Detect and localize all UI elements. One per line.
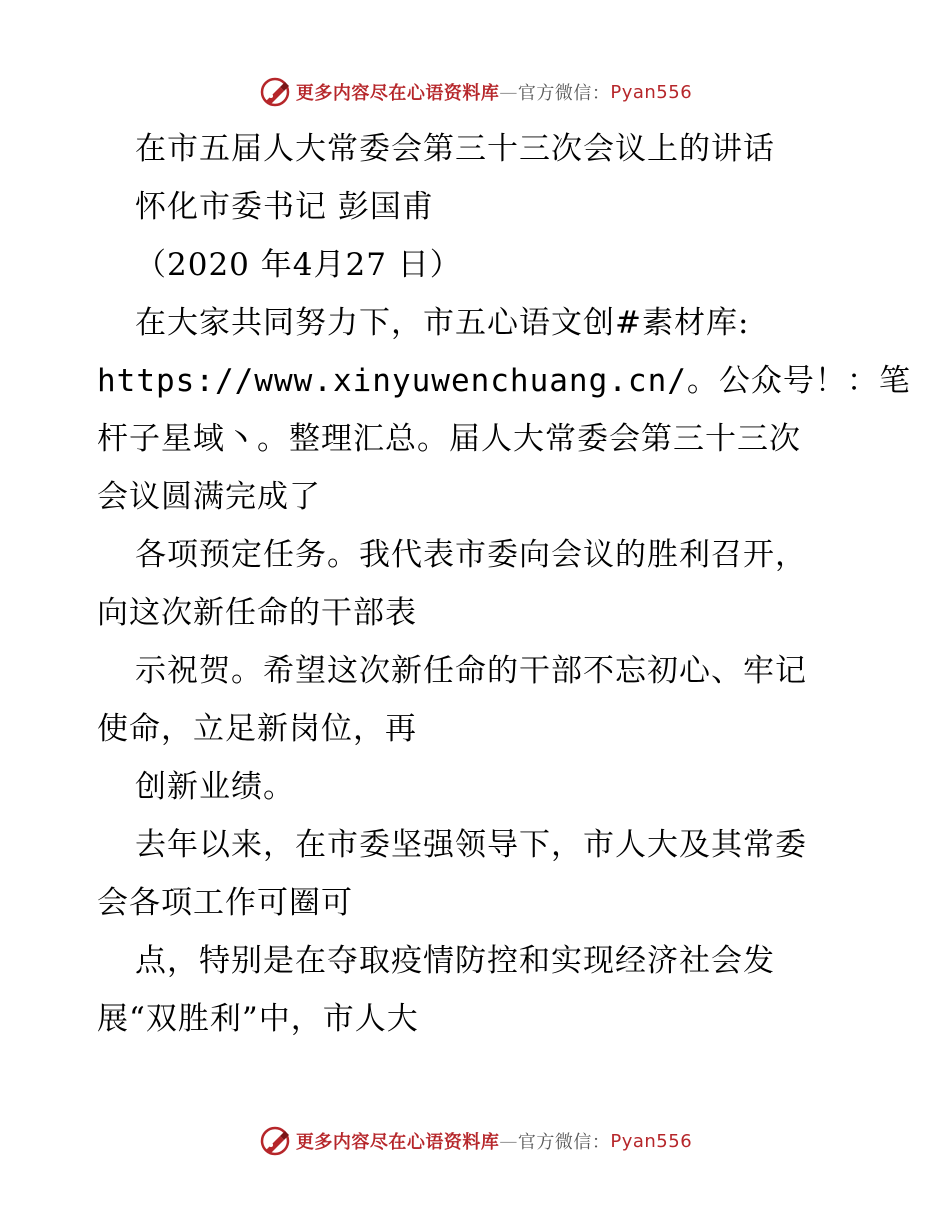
banner-dash: — bbox=[499, 1130, 518, 1152]
paragraph-line: 杆子星域丶。整理汇总。届人大常委会第三十三次 bbox=[97, 421, 801, 457]
paragraph-line: 会议圆满完成了 bbox=[97, 479, 321, 515]
paragraph-line: 在大家共同努力下，市五心语文创#素材库: bbox=[135, 305, 750, 341]
paragraph-line: 示祝贺。希望这次新任命的干部不忘初心、牢记 bbox=[135, 653, 807, 689]
pen-logo-icon bbox=[258, 75, 292, 109]
banner-wechat-id: Pyan556 bbox=[610, 1130, 693, 1152]
footer-banner bbox=[0, 1121, 950, 1161]
paragraph-line-url: https://www.xinyuwenchuang.cn/。公众号！：笔 bbox=[97, 363, 911, 399]
paragraph-line: 会各项工作可圈可 bbox=[97, 885, 353, 921]
pen-logo-icon bbox=[258, 1124, 292, 1158]
header-banner bbox=[0, 72, 950, 112]
paragraph-line: 创新业绩。 bbox=[135, 769, 295, 805]
banner-wechat-label: 官方微信： bbox=[517, 1132, 611, 1153]
paragraph-line: 各项预定任务。我代表市委向会议的胜利召开， bbox=[135, 537, 807, 573]
paragraph-line: 使命，立足新岗位，再 bbox=[97, 711, 417, 747]
document-body bbox=[97, 120, 911, 1048]
banner-wechat-id: Pyan556 bbox=[610, 81, 693, 103]
banner-wechat-label: 官方微信： bbox=[517, 83, 611, 104]
document-date: （2020 年4月27 日） bbox=[135, 247, 462, 283]
document-title: 在市五届人大常委会第三十三次会议上的讲话 bbox=[135, 131, 775, 167]
paragraph-line: 去年以来，在市委坚强领导下，市人大及其常委 bbox=[135, 827, 807, 863]
paragraph-line: 展“双胜利”中，市人大 bbox=[97, 1001, 419, 1037]
document-speaker: 怀化市委书记 彭国甫 bbox=[135, 189, 434, 225]
banner-slogan: 更多内容尽在心语资料库 bbox=[295, 1132, 500, 1153]
banner-slogan: 更多内容尽在心语资料库 bbox=[295, 83, 500, 104]
paragraph-line: 点，特别是在夺取疫情防控和实现经济社会发 bbox=[135, 943, 775, 979]
paragraph-line: 向这次新任命的干部表 bbox=[97, 595, 417, 631]
banner-dash: — bbox=[499, 81, 518, 103]
